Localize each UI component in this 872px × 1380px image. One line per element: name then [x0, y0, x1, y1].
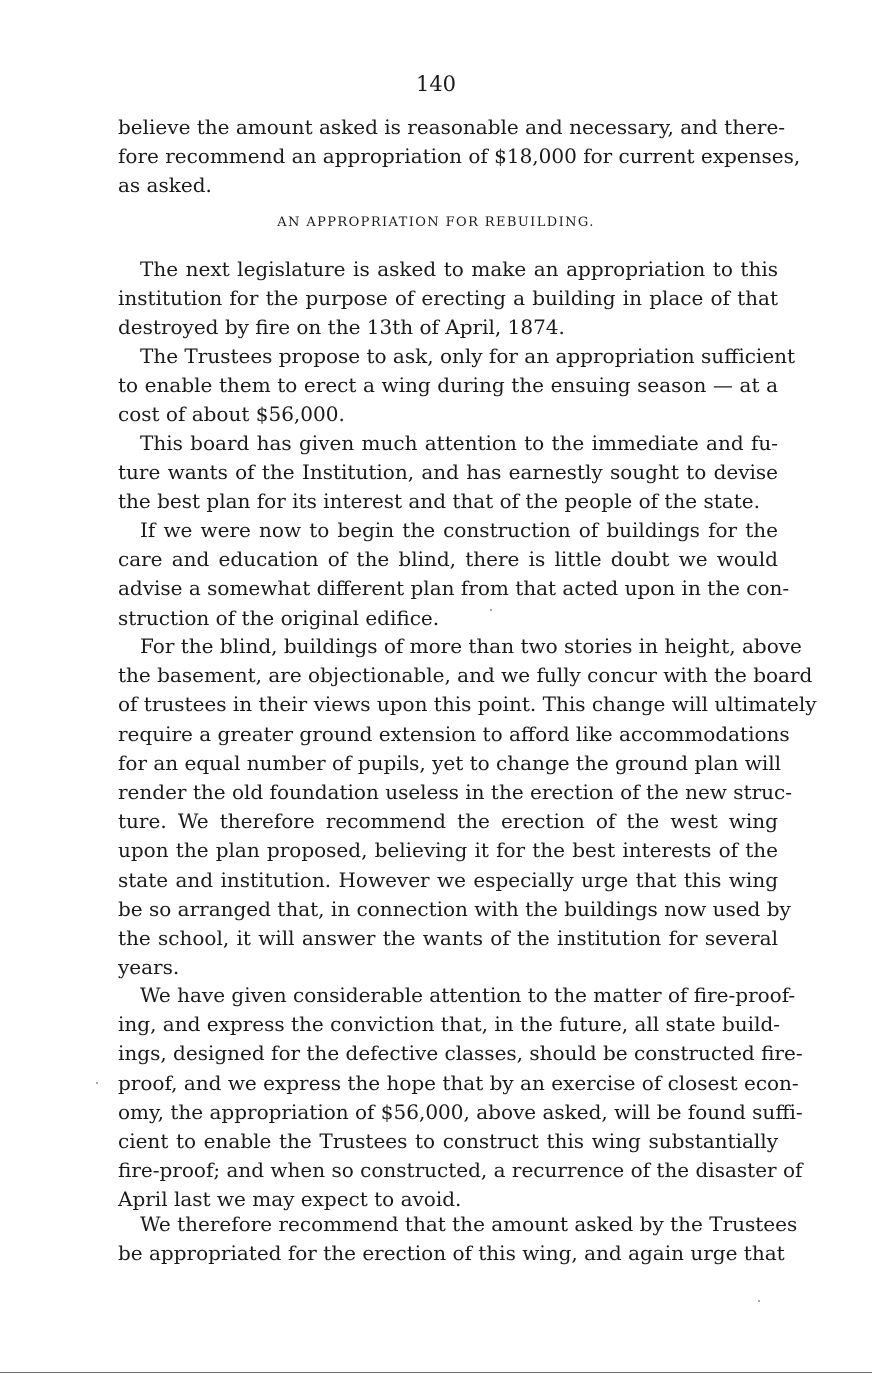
bottom-border-line — [0, 1372, 872, 1373]
text-line: advise a somewhat different plan from that acted upon in the con- — [118, 576, 790, 601]
text-line: cient to enable the Trustees to construct this wing substantially — [118, 1129, 778, 1154]
text-line: We have given considerable attention to the matter of fire-proof- — [140, 983, 796, 1007]
text-line: render the old foundation useless in the erection of the new struc- — [118, 780, 792, 805]
text-line: ture wants of the Institution, and has earnestly sought to devise — [118, 460, 778, 485]
text-line: for an equal number of pupils, yet to change the ground plan will — [118, 750, 782, 775]
text-line: ture. We therefore recommend the erection of the west wing — [118, 809, 778, 834]
text-line: If we were now to begin the construction of buildings for the — [140, 518, 778, 542]
text-line: be so arranged that, in connection with the buildings now used by — [118, 896, 791, 921]
text-line: This board has given much attention to the immediate and fu- — [140, 431, 778, 455]
paragraph-4 — [118, 516, 790, 633]
text-line: fire-proof; and when so constructed, a recurrence of the disaster of — [118, 1158, 803, 1183]
text-line: require a greater ground extension to afford like accommodations — [118, 721, 790, 746]
text-line: care and education of the blind, there is little doubt we would — [118, 547, 778, 572]
paragraph-7 — [118, 1210, 798, 1268]
text-line: April last we may expect to avoid. — [118, 1187, 462, 1212]
text-line: struction of the original edifice. — [118, 605, 440, 630]
text-line: the best plan for its interest and that of the people of the state. — [118, 489, 760, 514]
scan-speck — [490, 609, 492, 611]
text-line: institution for the purpose of erecting a building in place of that — [118, 286, 778, 311]
text-line: the school, it will answer the wants of the institution for several — [118, 926, 778, 951]
text-line: to enable them to erect a wing during the ensuing season — at a — [118, 373, 778, 398]
text-line: the basement, are objectionable, and we fully concur with the board — [118, 663, 813, 688]
text-line: be appropriated for the erection of this wing, and again urge that — [118, 1241, 785, 1266]
scan-speck — [758, 1300, 760, 1302]
text-line: fore recommend an appropriation of $18,000 for current expenses, — [118, 144, 801, 169]
text-line: upon the plan proposed, believing it for the best interests of the — [118, 838, 778, 863]
text-line: believe the amount asked is reasonable and necessary, and there- — [118, 115, 786, 139]
intro-paragraph — [118, 113, 801, 201]
paragraph-2 — [118, 342, 796, 430]
text-line: state and institution. However we especially urge that this wing — [118, 867, 778, 892]
paragraph-5 — [118, 632, 817, 982]
text-line: ing, and express the conviction that, in the future, all state build- — [118, 1012, 781, 1037]
text-line: We therefore recommend that the amount asked by the Trustees — [140, 1212, 798, 1236]
section-heading: AN APPROPRIATION FOR REBUILDING. — [277, 215, 595, 230]
text-line: years. — [118, 955, 180, 980]
text-line: The Trustees propose to ask, only for an appropriation sufficient — [140, 344, 796, 368]
paragraph-6 — [118, 981, 803, 1215]
page-number: 140 — [415, 72, 457, 96]
text-line: of trustees in their views upon this point. This change will ultimately — [118, 692, 817, 717]
text-line: ings, designed for the defective classes, should be constructed fire- — [118, 1041, 803, 1066]
text-line: For the blind, buildings of more than two stories in height, above — [140, 634, 802, 658]
text-line: The next legislature is asked to make an appropriation to this — [140, 257, 778, 281]
text-line: proof, and we express the hope that by an exercise of closest econ- — [118, 1070, 799, 1095]
paragraph-3 — [118, 429, 778, 517]
text-line: cost of about $56,000. — [118, 402, 345, 427]
scan-speck — [96, 1082, 98, 1084]
text-line: destroyed by fire on the 13th of April, 1874. — [118, 315, 565, 340]
text-line: as asked. — [118, 173, 212, 198]
text-line: omy, the appropriation of $56,000, above asked, will be found suffi- — [118, 1099, 803, 1124]
paragraph-1 — [118, 255, 778, 343]
